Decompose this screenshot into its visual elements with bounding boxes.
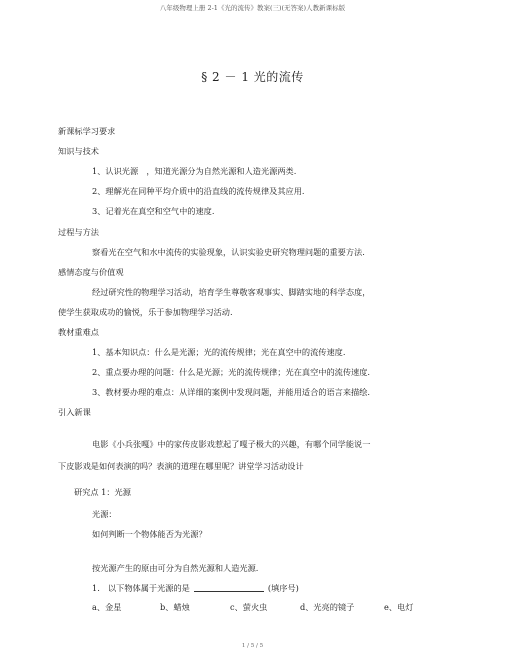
knowledge-item: 1、认识光源 ，知道光源分为自然光源和人造光源两类. [92,166,297,176]
document-title: § 2 － 1 光的流传 [201,70,304,84]
attitude-text-cont: 使学生获取成功的愉悦，乐于参加物理学习活动. [58,307,233,317]
light-source-label: 光源： [92,509,117,519]
knowledge-heading: 知识与技术 [58,146,99,156]
option-item: b、蜡烛 [160,602,190,612]
option-item: d、光亮的镜子 [300,602,355,612]
key-item: 1、基本知识点：什么是光源；光的流传规律；光在真空中的流传速度. [92,347,346,357]
exercise-suffix: (填序号) [267,582,299,593]
intro-text-cont: 下皮影戏是如何表演的吗？表演的道理在哪里呢？讲堂学习活动设计 [58,461,304,471]
option-item: c、萤火虫 [230,602,268,612]
page-header: 八年级物理上册 2-1《光的流传》教案(三)(无答案)人教新课标版 [159,4,346,12]
knowledge-item: 3、记着光在真空和空气中的速度. [92,206,215,216]
classification-text: 按光源产生的原由可分为自然光源和人造光源. [92,563,259,573]
research-heading: 研究点 1：光源 [74,487,131,497]
knowledge-item: 2、理解光在同种平均介质中的沿直线的流传规律及其应用. [92,186,305,196]
attitude-heading: 感情态度与价值观 [58,267,124,277]
answer-blank [194,583,264,592]
exercise-question [92,583,299,592]
question: 如何判断一个物体能否为光源？ [92,529,207,539]
attitude-text: 经过研究性的物理学习活动，培育学生尊敬客观事实、脚踏实地的科学态度， [92,287,371,297]
process-heading: 过程与方法 [58,227,99,237]
key-item: 2、重点要办理的问题：什么是光源；光的流传规律；光在真空中的流传速度. [92,367,371,377]
key-item: 3、教材要办理的难点：从详细的案例中发现问题，并能用适合的语言来描绘. [92,387,371,397]
intro-text: 电影《小兵张嘎》中的家传皮影戏惹起了嘎子极大的兴趣，有哪个同学能说一 [92,439,371,449]
option-item: a、金星 [92,602,122,612]
key-heading: 教材重难点 [58,327,99,337]
requirements-heading: 新课标学习要求 [58,126,116,136]
option-item: e、电灯 [384,602,414,612]
intro-heading: 引入新课 [58,407,91,417]
options-row [92,603,432,613]
page-footer: 1 / 5 / 5 [241,643,264,649]
exercise-prefix: 1. 以下物体属于光源的是 [92,582,190,593]
process-text: 察看光在空气和水中流传的实验现象，认识实验史研究物理问题的重要方法. [92,247,365,257]
